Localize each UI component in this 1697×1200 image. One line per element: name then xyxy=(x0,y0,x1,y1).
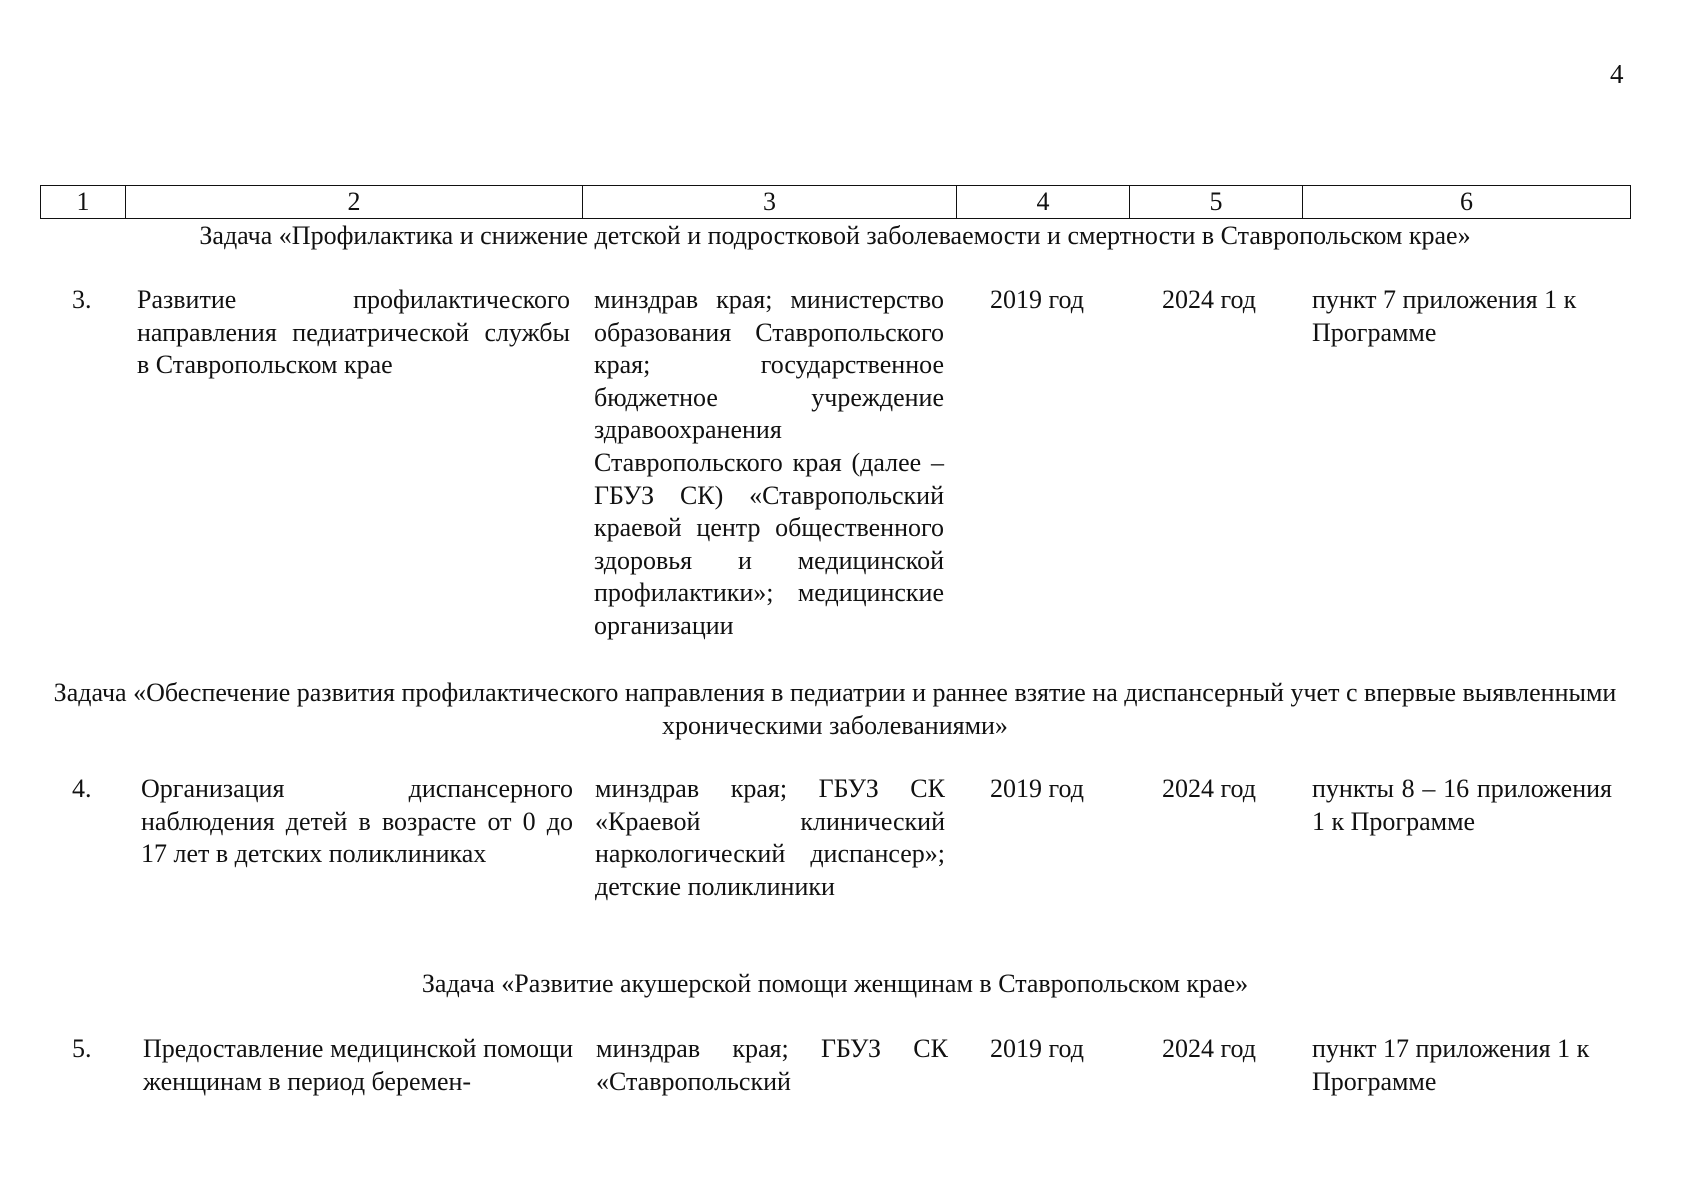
row-4-name: Организация диспансерного наблюдения детей в возрасте от 0 до 17 лет в детских поликлиниках xyxy=(141,774,573,869)
column-number-header xyxy=(40,185,1631,219)
row-5-number: 5. xyxy=(72,1034,92,1063)
page-number: 4 xyxy=(1610,59,1624,89)
task-heading-2: Задача «Обеспечение развития профилактического направления в педиатрии и раннее взятие на диспансерный учет с впервые выявленными хроническими заболеваниями» xyxy=(53,678,1617,740)
header-col-6: 6 xyxy=(1303,186,1631,219)
row-5-start-year: 2019 год xyxy=(990,1034,1084,1063)
header-col-5: 5 xyxy=(1130,186,1303,219)
row-3-link: пункт 7 приложения 1 к Программе xyxy=(1312,285,1577,347)
row-3-responsible: минздрав края; министерство образования Ставропольского края; государственное бюджетное учреждение здравоохранения Ставропольского края (далее – ГБУЗ СК) «Ставропольский краевой центр общественного здоровья и медицинской профилактики»; медицинские организации xyxy=(594,285,944,640)
row-4-responsible: минздрав края; ГБУЗ СК «Краевой клинический наркологический диспансер»; детские поликлиники xyxy=(595,774,945,901)
header-col-4: 4 xyxy=(957,186,1130,219)
row-5-name: Предоставление медицинской помощи женщинам в период беремен- xyxy=(143,1034,573,1096)
row-3-name: Развитие профилактического направления педиатрической службы в Ставропольском крае xyxy=(137,285,570,380)
row-4-number: 4. xyxy=(72,774,92,803)
row-5-end-year: 2024 год xyxy=(1162,1034,1256,1063)
row-4-link: пункты 8 – 16 приложения 1 к Программе xyxy=(1312,774,1612,836)
task-heading-1: Задача «Профилактика и снижение детской и подростковой заболеваемости и смертности в Ставропольском крае» xyxy=(199,221,1471,250)
row-3-start-year: 2019 год xyxy=(990,285,1084,314)
row-3-end-year: 2024 год xyxy=(1162,285,1256,314)
row-5-link: пункт 17 приложения 1 к Программе xyxy=(1312,1034,1590,1096)
row-3-number: 3. xyxy=(72,285,92,314)
header-col-2: 2 xyxy=(126,186,583,219)
header-col-1: 1 xyxy=(41,186,126,219)
header-col-3: 3 xyxy=(583,186,957,219)
row-4-end-year: 2024 год xyxy=(1162,774,1256,803)
row-4-start-year: 2019 год xyxy=(990,774,1084,803)
row-5-responsible: минздрав края; ГБУЗ СК «Ставропольский xyxy=(596,1034,948,1096)
task-heading-3: Задача «Развитие акушерской помощи женщинам в Ставропольском крае» xyxy=(421,969,1249,998)
